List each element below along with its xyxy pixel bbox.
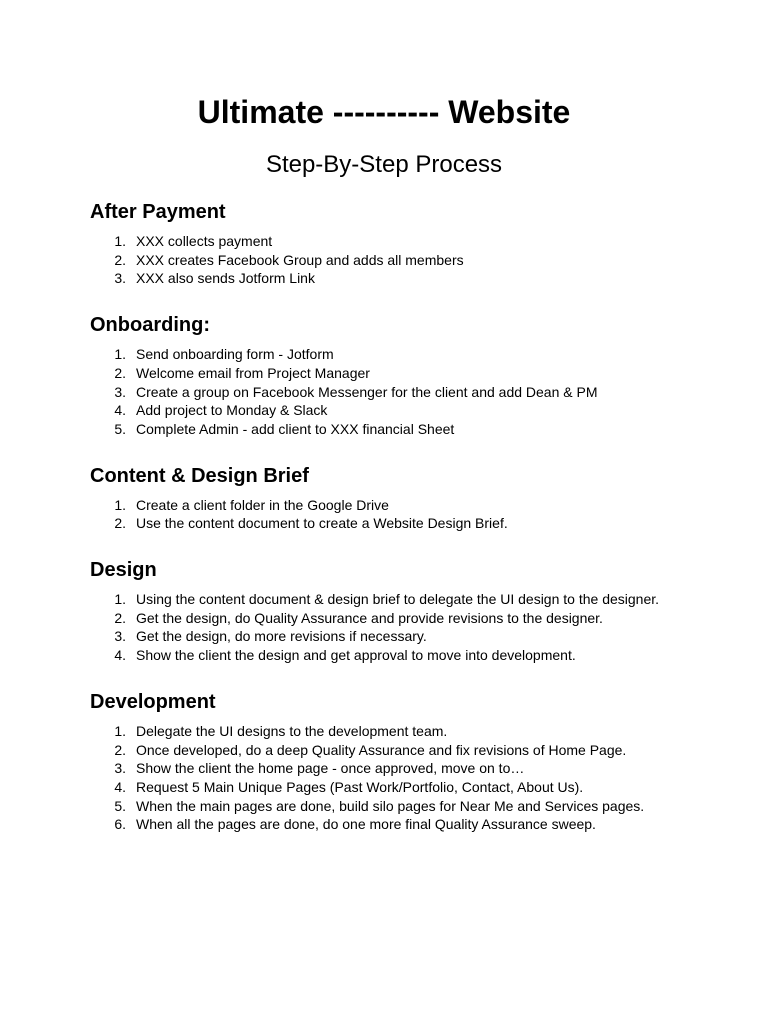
document-title: Ultimate ---------- Website	[197, 94, 571, 130]
step-text: Show the client the design and get approval to move into development.	[136, 647, 576, 664]
step-number: 5.	[114, 797, 126, 814]
step-text: Show the client the home page - once approved, move on to…	[136, 760, 525, 777]
step-list	[90, 488, 678, 533]
step-text: Get the design, do Quality Assurance and provide revisions to the designer.	[136, 609, 603, 626]
list-item	[90, 797, 678, 816]
step-text: Complete Admin - add client to XXX financial Sheet	[136, 420, 455, 437]
step-text: Request 5 Main Unique Pages (Past Work/Portfolio, Contact, About Us).	[136, 778, 584, 795]
step-number: 1.	[114, 346, 126, 363]
step-number: 2.	[114, 364, 126, 381]
step-text: Create a client folder in the Google Drive	[136, 496, 389, 513]
list-item	[90, 232, 678, 251]
step-number: 4.	[114, 402, 126, 419]
list-item	[90, 741, 678, 760]
section-onboarding	[90, 288, 678, 439]
list-item	[90, 590, 678, 609]
step-text: XXX creates Facebook Group and adds all members	[136, 251, 464, 268]
step-text: Using the content document & design brief to delegate the UI design to the designer.	[136, 591, 660, 608]
step-number: 4.	[114, 647, 126, 664]
step-number: 1.	[114, 722, 126, 739]
list-item	[90, 364, 678, 383]
section-heading: Content & Design Brief	[90, 464, 309, 487]
step-number: 3.	[114, 628, 126, 645]
step-text: When the main pages are done, build silo pages for Near Me and Services pages.	[136, 797, 645, 814]
step-number: 3.	[114, 270, 126, 287]
step-number: 2.	[114, 515, 126, 532]
list-item	[90, 759, 678, 778]
step-number: 4.	[114, 778, 126, 795]
step-list	[90, 337, 678, 439]
list-item	[90, 251, 678, 270]
step-list	[90, 224, 678, 288]
step-text: Welcome email from Project Manager	[136, 364, 370, 381]
step-number: 1.	[114, 591, 126, 608]
list-item	[90, 345, 678, 364]
step-text: Get the design, do more revisions if necessary.	[136, 628, 427, 645]
list-item	[90, 609, 678, 628]
step-number: 2.	[114, 251, 126, 268]
list-item	[90, 514, 678, 533]
step-text: Send onboarding form - Jotform	[136, 346, 334, 363]
section-design	[90, 533, 678, 665]
list-item	[90, 815, 678, 834]
step-number: 6.	[114, 816, 126, 833]
list-item	[90, 496, 678, 515]
step-text: XXX also sends Jotform Link	[136, 270, 315, 287]
step-text: XXX collects payment	[136, 233, 273, 249]
step-number: 1.	[114, 496, 126, 513]
step-text: Use the content document to create a Website Design Brief.	[136, 515, 508, 532]
section-heading: Design	[90, 559, 157, 582]
list-item	[90, 383, 678, 402]
document-subtitle: Step-By-Step Process	[265, 151, 503, 178]
list-item	[90, 269, 678, 288]
step-number: 1.	[114, 233, 126, 249]
step-text: Once developed, do a deep Quality Assurance and fix revisions of Home Page.	[136, 741, 627, 758]
step-number: 3.	[114, 760, 126, 777]
step-text: When all the pages are done, do one more final Quality Assurance sweep.	[136, 816, 596, 833]
list-item	[90, 401, 678, 420]
step-text: Delegate the UI designs to the development team.	[136, 722, 448, 739]
step-number: 3.	[114, 383, 126, 400]
list-item	[90, 627, 678, 646]
step-text: Add project to Monday & Slack	[136, 402, 328, 419]
list-item	[90, 778, 678, 797]
step-list	[90, 714, 678, 834]
step-text: Create a group on Facebook Messenger for the client and add Dean & PM	[136, 383, 598, 400]
list-item	[90, 646, 678, 665]
section-after-payment	[90, 179, 678, 288]
section-development	[90, 665, 678, 834]
step-number: 2.	[114, 609, 126, 626]
step-number: 5.	[114, 420, 126, 437]
step-list	[90, 582, 678, 665]
section-content-design-brief	[90, 439, 678, 533]
list-item	[90, 420, 678, 439]
section-heading: Onboarding:	[90, 314, 210, 337]
section-heading: After Payment	[90, 201, 226, 223]
list-item	[90, 722, 678, 741]
step-number: 2.	[114, 741, 126, 758]
section-heading: Development	[90, 690, 216, 713]
